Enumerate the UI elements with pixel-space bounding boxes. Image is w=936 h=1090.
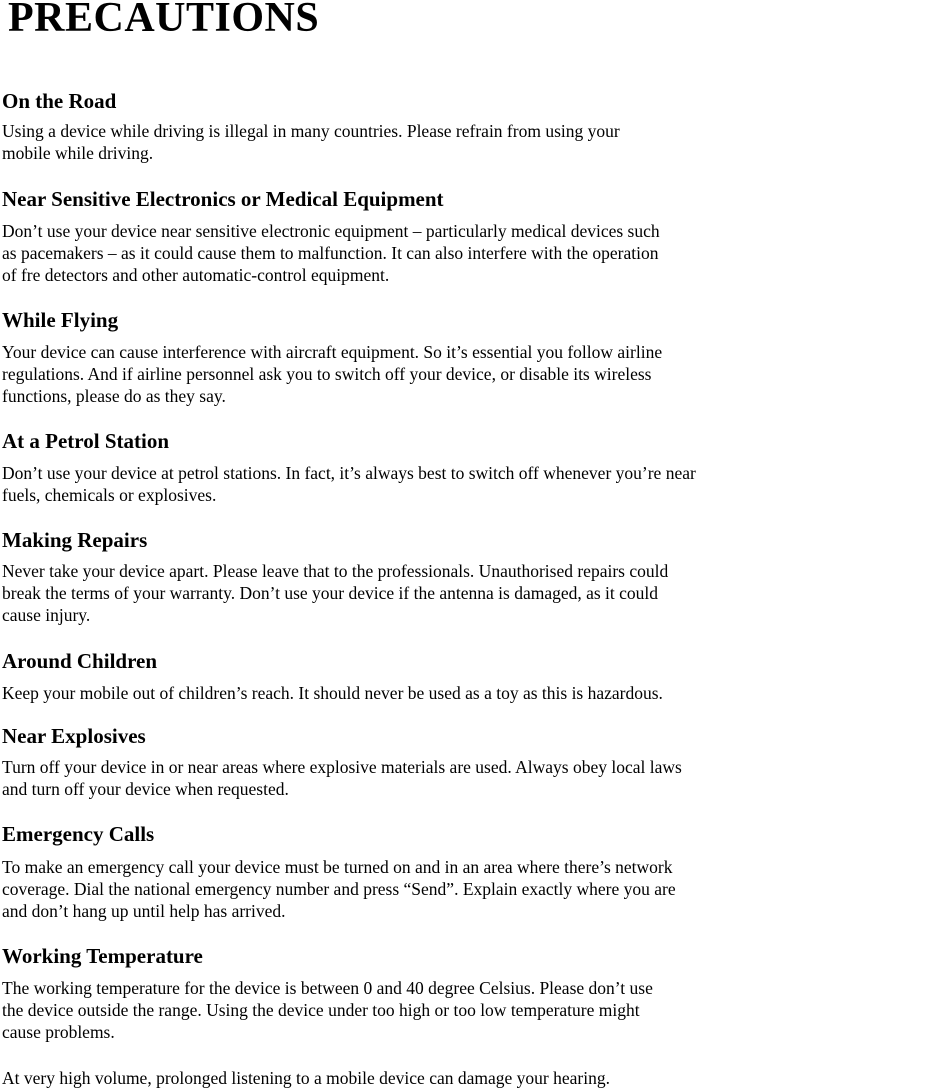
section-body-on-the-road	[2, 120, 936, 164]
section-heading-emergency-calls: Emergency Calls	[2, 822, 155, 846]
section-heading-near-explosives: Near Explosives	[2, 724, 146, 748]
body-line: Never take your device apart. Please leave that to the professionals. Unauthorised repairs could	[2, 561, 669, 581]
body-line: of fre detectors and other automatic-control equipment.	[2, 265, 390, 285]
body-line: Keep your mobile out of children’s reach. It should never be used as a toy as this is hazardous.	[2, 683, 663, 703]
body-line: Don’t use your device near sensitive electronic equipment – particularly medical devices such	[2, 221, 660, 241]
body-line: cause injury.	[2, 605, 91, 625]
section-heading-while-flying: While Flying	[2, 308, 119, 332]
body-line: Don’t use your device at petrol stations. In fact, it’s always best to switch off whenever you’re near	[2, 463, 696, 483]
section-body-emergency-calls	[2, 856, 936, 922]
section-body-near-explosives	[2, 756, 936, 800]
section-body-around-children	[2, 682, 936, 704]
body-line: Your device can cause interference with aircraft equipment. So it’s essential you follow airline	[2, 342, 663, 362]
hearing-warning-note	[2, 1067, 936, 1089]
body-line: break the terms of your warranty. Don’t use your device if the antenna is damaged, as it could	[2, 583, 659, 603]
body-line: and turn off your device when requested.	[2, 779, 289, 799]
section-body-while-flying	[2, 341, 936, 407]
body-line: regulations. And if airline personnel ask you to switch off your device, or disable its wireless	[2, 364, 652, 384]
section-heading-making-repairs: Making Repairs	[2, 528, 148, 552]
section-heading-around-children: Around Children	[2, 649, 158, 673]
section-heading-petrol-station: At a Petrol Station	[2, 429, 170, 453]
section-body-making-repairs	[2, 560, 936, 626]
body-line: Turn off your device in or near areas where explosive materials are used. Always obey local laws	[2, 757, 682, 777]
body-line: cause problems.	[2, 1022, 115, 1042]
body-line: coverage. Dial the national emergency number and press “Send”. Explain exactly where you are	[2, 879, 676, 899]
body-line: the device outside the range. Using the device under too high or too low temperature might	[2, 1000, 640, 1020]
section-body-sensitive-electronics	[2, 220, 936, 286]
page-title: PRECAUTIONS	[8, 0, 320, 41]
body-line: functions, please do as they say.	[2, 386, 226, 406]
body-line: fuels, chemicals or explosives.	[2, 485, 217, 505]
body-line: The working temperature for the device is between 0 and 40 degree Celsius. Please don’t use	[2, 978, 653, 998]
body-line: mobile while driving.	[2, 143, 154, 163]
body-line: To make an emergency call your device must be turned on and in an area where there’s network	[2, 857, 673, 877]
section-heading-sensitive-electronics: Near Sensitive Electronics or Medical Equipment	[2, 187, 444, 211]
body-line: At very high volume, prolonged listening to a mobile device can damage your hearing.	[2, 1068, 610, 1088]
body-line: as pacemakers – as it could cause them to malfunction. It can also interfere with the operation	[2, 243, 659, 263]
body-line: and don’t hang up until help has arrived.	[2, 901, 286, 921]
section-body-petrol-station	[2, 462, 936, 506]
section-heading-on-the-road: On the Road	[2, 89, 117, 113]
section-body-working-temperature	[2, 977, 936, 1043]
section-heading-working-temperature: Working Temperature	[2, 944, 203, 968]
body-line: Using a device while driving is illegal in many countries. Please refrain from using your	[2, 121, 620, 141]
